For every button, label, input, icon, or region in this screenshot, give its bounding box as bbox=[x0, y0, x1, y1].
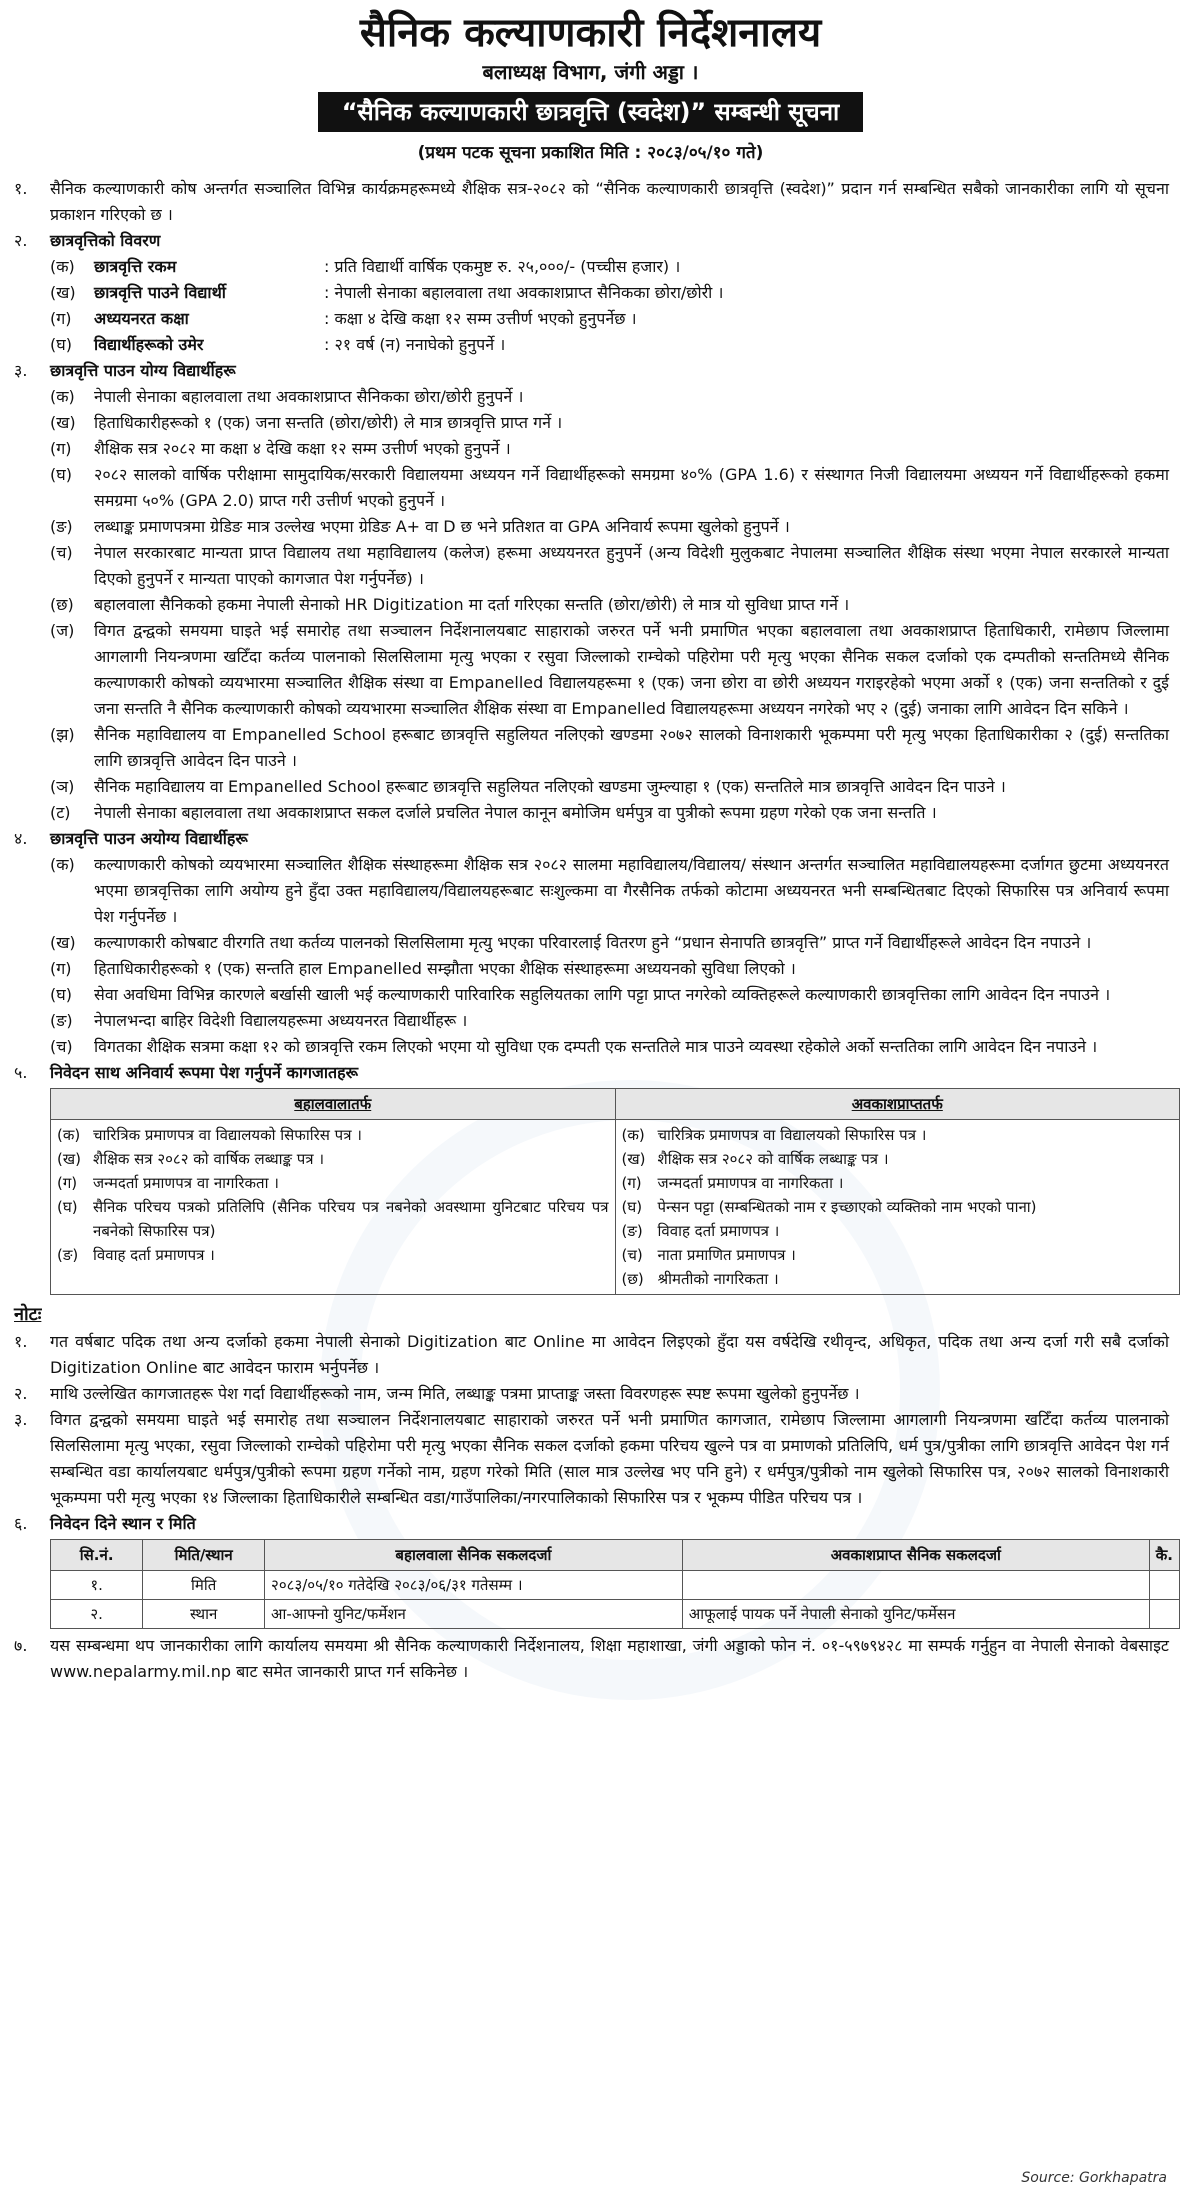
retired-documents-cell bbox=[615, 1120, 1180, 1295]
required-documents-table bbox=[50, 1088, 1180, 1295]
eligible-students-list bbox=[14, 384, 1169, 826]
item-marker: (घ) bbox=[50, 985, 72, 1004]
item-text: सैनिक महाविद्यालय वा Empanelled School हरूबाट छात्रवृत्ति सहुलियत नलिएको खण्डमा जुम्ल्याहा १ (एक) सन्ततिले मात्र छात्रवृत्ति आवेदन दिन पाउने । bbox=[94, 777, 1006, 796]
section-number: ५. bbox=[14, 1063, 28, 1082]
item-marker: (ख) bbox=[50, 413, 76, 432]
section-7 bbox=[14, 1633, 1169, 1685]
retired-column-header: अवकाशप्राप्त सैनिक सकलदर्जा bbox=[682, 1540, 1149, 1571]
page-subtitle: बलाध्यक्ष विभाग, जंगी अड्डा । bbox=[482, 60, 699, 84]
serving-documents-cell bbox=[51, 1120, 616, 1295]
item-marker: (घ) bbox=[50, 335, 72, 354]
item-marker: (क) bbox=[57, 1126, 81, 1144]
list-item bbox=[14, 514, 1169, 540]
serving-cell: आ-आफ्नो युनिट/फर्मेशन bbox=[265, 1600, 683, 1629]
list-item bbox=[14, 618, 1169, 722]
ineligible-students-list bbox=[14, 852, 1169, 1060]
item-text: श्रीमतीको नागरिकता । bbox=[657, 1270, 779, 1288]
notice-content bbox=[14, 176, 1173, 1685]
list-item bbox=[14, 930, 1169, 956]
document-item bbox=[57, 1243, 609, 1267]
item-marker: (ट) bbox=[50, 803, 71, 822]
detail-value: : कक्षा ४ देखि कक्षा १२ सम्म उत्तीर्ण भएको हुनुपर्नेछ । bbox=[324, 309, 637, 328]
note-text: गत वर्षबाट पदिक तथा अन्य दर्जाको हकमा नेपाली सेनाको Digitization बाट Online मा आवेदन लिइएको हुँदा यस वर्षदेखि रथीवृन्द, अधिकृत, पदिक तथा अन्य दर्जा गरी सबै दर्जाको Digitization Online बाट आवेदन फाराम भर्नुपर्नेछ । bbox=[50, 1332, 1169, 1377]
document-item bbox=[622, 1123, 1174, 1147]
table-row bbox=[51, 1120, 1180, 1295]
list-item bbox=[14, 774, 1169, 800]
section-text: सैनिक कल्याणकारी कोष अन्तर्गत सञ्चालित विभिन्न कार्यक्रमहरूमध्ये शैक्षिक सत्र-२०८२ को “सैनिक कल्याणकारी छात्रवृत्ति (स्वदेश)” प्रदान गर्न सम्बन्धित सबैको जानकारीका लागि यो सूचना प्रकाशन गरिएको छ । bbox=[50, 179, 1169, 224]
document-item bbox=[622, 1147, 1174, 1171]
item-marker: (ग) bbox=[50, 959, 72, 978]
list-item bbox=[14, 592, 1169, 618]
publication-date: (प्रथम पटक सूचना प्रकाशित मिति : २०८३/०५/१० गते) bbox=[417, 143, 764, 163]
detail-value: : २१ वर्ष (न) ननाघेको हुनुपर्ने । bbox=[324, 335, 506, 354]
detail-row bbox=[14, 332, 1169, 358]
item-marker: (ख) bbox=[621, 1150, 646, 1168]
note-item bbox=[14, 1329, 1169, 1381]
item-text: नाता प्रमाणित प्रमाणपत्र । bbox=[657, 1246, 796, 1264]
section-number: ४. bbox=[14, 829, 28, 848]
detail-row bbox=[14, 254, 1169, 280]
section-number: ६. bbox=[14, 1514, 28, 1533]
table-row bbox=[51, 1571, 1180, 1600]
sn-column-header: सि.नं. bbox=[51, 1540, 143, 1571]
label-cell: स्थान bbox=[143, 1600, 265, 1629]
section-number: ३. bbox=[14, 361, 28, 380]
document-item bbox=[57, 1171, 609, 1195]
serving-cell: २०८३/०५/१० गतेदेखि २०८३/०६/३१ गतेसम्म । bbox=[265, 1571, 683, 1600]
section-2-heading-row bbox=[14, 228, 1169, 254]
item-marker: (ञ) bbox=[50, 777, 75, 796]
item-marker: (च) bbox=[50, 1037, 73, 1056]
item-text: विगतका शैक्षिक सत्रमा कक्षा १२ को छात्रवृत्ति रकम लिएको भएमा यो सुविधा एक दम्पती एक सन्ततिले मात्र पाउने व्यवस्था रहेकोले अर्को सन्ततिका लागि आवेदन दिन नपाउने । bbox=[94, 1037, 1098, 1056]
serving-column-header: बहालवाला सैनिक सकलदर्जा bbox=[265, 1540, 683, 1571]
scholarship-details-list bbox=[14, 254, 1169, 358]
label-cell: मिति bbox=[143, 1571, 265, 1600]
item-text: शैक्षिक सत्र २०८२ मा कक्षा ४ देखि कक्षा १२ सम्म उत्तीर्ण भएको हुनुपर्ने । bbox=[94, 439, 511, 458]
item-text: नेपाल सरकारबाट मान्यता प्राप्त विद्यालय तथा महाविद्यालय (कलेज) हरूमा अध्ययनरत हुनुपर्ने (अन्य विदेशी मुलुकबाट नेपालमा सञ्चालित शैक्षिक संस्था भएमा नेपाल सरकारले मान्यता दिएको हुनुपर्ने र मान्यता पाएको कागजात पेश गर्नुपर्नेछ) । bbox=[94, 543, 1169, 588]
source-credit: Source: Gorkhapatra bbox=[1021, 2170, 1167, 2186]
note-item bbox=[14, 1407, 1169, 1511]
sn-cell: २. bbox=[51, 1600, 143, 1629]
item-marker: (च) bbox=[50, 543, 73, 562]
section-5-heading-row bbox=[14, 1060, 1169, 1086]
section-number: ७. bbox=[14, 1636, 28, 1655]
application-schedule-table bbox=[50, 1539, 1180, 1629]
item-text: जन्मदर्ता प्रमाणपत्र वा नागरिकता । bbox=[93, 1174, 279, 1192]
note-number: १. bbox=[14, 1332, 28, 1351]
table-row bbox=[51, 1600, 1180, 1629]
list-item bbox=[14, 982, 1169, 1008]
section-heading: निवेदन साथ अनिवार्य रूपमा पेश गर्नुपर्ने कागजातहरू bbox=[50, 1063, 359, 1082]
item-text: नेपाली सेनाका बहालवाला तथा अवकाशप्राप्त सकल दर्जाले प्रचलित नेपाल कानून बमोजिम धर्मपुत्र वा पुत्रीको रूपमा ग्रहण गरेको एक जना सन्तति । bbox=[94, 803, 937, 822]
date-place-column-header: मिति/स्थान bbox=[143, 1540, 265, 1571]
retired-cell: आफूलाई पायक पर्ने नेपाली सेनाको युनिट/फर्मेसन bbox=[682, 1600, 1149, 1629]
item-marker: (क) bbox=[621, 1126, 645, 1144]
item-text: चारित्रिक प्रमाणपत्र वा विद्यालयको सिफारिस पत्र । bbox=[657, 1126, 927, 1144]
document-item bbox=[57, 1123, 609, 1147]
detail-value: : नेपाली सेनाका बहालवाला तथा अवकाशप्राप्त सैनिकका छोरा/छोरी । bbox=[324, 283, 724, 302]
section-heading: छात्रवृत्ति पाउन अयोग्य विद्यार्थीहरू bbox=[50, 829, 248, 848]
list-item bbox=[14, 540, 1169, 592]
item-marker: (ग) bbox=[621, 1174, 642, 1192]
item-text: लब्धाङ्क प्रमाणपत्रमा ग्रेडिङ मात्र उल्लेख भएमा ग्रेडिङ A+ वा D छ भने प्रतिशत वा GPA अनिवार्य रूपमा खुलेको हुनुपर्ने । bbox=[94, 517, 790, 536]
note-item bbox=[14, 1381, 1169, 1407]
detail-row bbox=[14, 306, 1169, 332]
list-item bbox=[14, 956, 1169, 982]
item-text: हिताधिकारीहरूको १ (एक) सन्तति हाल Empanelled सम्झौता भएका शैक्षिक संस्थाहरूमा अध्ययनको सुविधा लिएको । bbox=[94, 959, 796, 978]
document-item bbox=[622, 1171, 1174, 1195]
item-marker: (ङ) bbox=[621, 1222, 643, 1240]
list-item bbox=[14, 852, 1169, 930]
item-marker: (क) bbox=[50, 855, 75, 874]
item-marker: (ख) bbox=[50, 933, 76, 952]
item-text: विवाह दर्ता प्रमाणपत्र । bbox=[93, 1246, 215, 1264]
section-4-heading-row bbox=[14, 826, 1169, 852]
item-marker: (ज) bbox=[50, 621, 75, 640]
table-header-row bbox=[51, 1089, 1180, 1120]
detail-label: छात्रवृत्ति रकम bbox=[94, 257, 177, 276]
list-item bbox=[14, 1034, 1169, 1060]
section-number: २. bbox=[14, 231, 28, 250]
item-marker: (झ) bbox=[50, 725, 75, 744]
item-text: २०८२ सालको वार्षिक परीक्षामा सामुदायिक/सरकारी विद्यालयमा अध्ययन गर्ने विद्यार्थीहरूको समग्रमा ४०% (GPA 1.6) र संस्थागत निजी विद्यालयमा अध्ययन गर्ने विद्यार्थीहरूको हकमा समग्रमा ५०% (GPA 2.0) प्राप्त गरी उत्तीर्ण भएको हुनुपर्ने । bbox=[94, 465, 1169, 510]
list-item bbox=[14, 800, 1169, 826]
section-number: १. bbox=[14, 179, 28, 198]
item-marker: (छ) bbox=[50, 595, 74, 614]
notice-banner: “सैनिक कल्याणकारी छात्रवृत्ति (स्वदेश)” सम्बन्धी सूचना bbox=[318, 92, 864, 132]
item-text: नेपाली सेनाका बहालवाला तथा अवकाशप्राप्त सैनिकका छोरा/छोरी हुनुपर्ने । bbox=[94, 387, 524, 406]
notes-list bbox=[14, 1329, 1169, 1511]
item-text: विगत द्वन्द्वको समयमा घाइते भई समारोह तथा सञ्चालन निर्देशनालयबाट साहाराको जरुरत पर्ने भनी प्रमाणित भएका बहालवाला तथा अवकाशप्राप्त हिताधिकारी, रामेछाप जिल्लामा आगलागी नियन्त्रणमा खटिँदा कर्तव्य पालनाको सिलसिलामा मृत्यु भएका र रसुवा जिल्लाको राम्चेको पहिरोमा परी मृत्यु भएका सैनिक सकल दर्जाको एक दम्पतीको सन्ततिमध्ये सैनिक कल्याणकारी कोषको व्ययभारमा सञ्चालित शैक्षिक संस्था वा Empanelled विद्यालयहरूमा १ (एक) जना छोरा वा छोरी अध्ययन गराइरहेको भएमा अर्को १ (एक) जना सन्ततिको र दुई जना सन्तति नै सैनिक कल्याणकारी कोषको व्ययभारमा सञ्चालित शैक्षिक संस्था वा Empanelled विद्यालयहरूमा अध्ययन नगरेको भए २ (दुई) जनाका लागि आवेदन दिन सकिने । bbox=[94, 621, 1170, 718]
list-item bbox=[14, 410, 1169, 436]
list-item bbox=[14, 436, 1169, 462]
item-text: विवाह दर्ता प्रमाणपत्र । bbox=[657, 1222, 780, 1240]
section-6-heading-row bbox=[14, 1511, 1169, 1537]
item-text: चारित्रिक प्रमाणपत्र वा विद्यालयको सिफारिस पत्र । bbox=[93, 1126, 362, 1144]
document-item bbox=[622, 1243, 1174, 1267]
detail-label: अध्ययनरत कक्षा bbox=[94, 309, 189, 328]
item-marker: (ख) bbox=[50, 283, 76, 302]
item-text: हिताधिकारीहरूको १ (एक) जना सन्तति (छोरा/छोरी) ले मात्र छात्रवृत्ति प्राप्त गर्ने । bbox=[94, 413, 563, 432]
note-text: विगत द्वन्द्वको समयमा घाइते भई समारोह तथा सञ्चालन निर्देशनालयबाट साहाराको जरुरत पर्ने भनी प्रमाणित कागजात, रामेछाप जिल्लामा आगलागी नियन्त्रणमा खटिँदा कर्तव्य पालनाको सिलसिलामा मृत्यु भएका, रसुवा जिल्लाको राम्चेको पहिरोमा परी मृत्यु भएका सैनिक सकल दर्जाको हकमा परिचय खुल्ने पत्र वा प्रमाणको प्रतिलिपि, धर्म पुत्र/पुत्रीका लागि छात्रवृत्ति आवेदन पेश गर्न सम्बन्धित वडा कार्यालयबाट धर्मपुत्र/पुत्रीको रूपमा ग्रहण गर्नेको नाम, ग्रहण गरेको मिति (साल मात्र उल्लेख भए पनि हुने) र धर्मपुत्र/पुत्रीको नाम खुलेको सिफारिस पत्र, २०७२ सालको विनाशकारी भूकम्पमा परी मृत्यु भएका १४ जिल्लाका हिताधिकारीले सम्बन्धित वडा/गाउँपालिका/नगरपालिकाको सिफारिस पत्र र भूकम्प पीडित परिचय पत्र । bbox=[50, 1410, 1169, 1507]
item-text: जन्मदर्ता प्रमाणपत्र वा नागरिकता । bbox=[657, 1174, 844, 1192]
item-marker: (च) bbox=[621, 1246, 643, 1264]
serving-column-header: बहालवालातर्फ bbox=[51, 1089, 616, 1120]
remarks-cell bbox=[1149, 1600, 1179, 1629]
item-marker: (ग) bbox=[57, 1174, 78, 1192]
detail-value: : प्रति विद्यार्थी वार्षिक एकमुष्ट रु. २५,०००/- (पच्चीस हजार) । bbox=[324, 257, 681, 276]
section-heading: छात्रवृत्तिको विवरण bbox=[50, 231, 161, 250]
item-text: नेपालभन्दा बाहिर विदेशी विद्यालयहरूमा अध्ययनरत विद्यार्थीहरू । bbox=[94, 1011, 468, 1030]
item-text: पेन्सन पट्टा (सम्बन्धितको नाम र इच्छाएको व्यक्तिको नाम भएको पाना) bbox=[657, 1198, 1037, 1216]
table-header-row bbox=[51, 1540, 1180, 1571]
item-marker: (ग) bbox=[50, 309, 72, 328]
item-text: सेवा अवधिमा विभिन्न कारणले बर्खासी खाली भई कल्याणकारी पारिवारिक सहुलियतका लागि पट्टा प्राप्त नगरेको व्यक्तिहरूले कल्याणकारी छात्रवृत्तिका लागि आवेदन दिन नपाउने । bbox=[94, 985, 1111, 1004]
item-marker: (छ) bbox=[621, 1270, 644, 1288]
section-1 bbox=[14, 176, 1169, 228]
item-marker: (घ) bbox=[50, 465, 72, 484]
item-text: कल्याणकारी कोषबाट वीरगति तथा कर्तव्य पालनको सिलसिलामा मृत्यु भएका परिवारलाई वितरण हुने “प्रधान सेनापति छात्रवृत्ति” प्राप्त गर्ने विद्यार्थीहरूले आवेदन दिन नपाउने । bbox=[94, 933, 1092, 952]
section-text: यस सम्बन्धमा थप जानकारीका लागि कार्यालय समयमा श्री सैनिक कल्याणकारी निर्देशनालय, शिक्षा महाशाखा, जंगी अड्डाको फोन नं. ०१-५९७९४२८ मा सम्पर्क गर्नुहुन वा नेपाली सेनाको वेबसाइट www.nepalarmy.mil.np बाट समेत जानकारी प्राप्त गर्न सकिनेछ । bbox=[50, 1636, 1169, 1681]
document-item bbox=[622, 1219, 1174, 1243]
item-marker: (ग) bbox=[50, 439, 72, 458]
notes-title: नोटः bbox=[14, 1304, 42, 1325]
list-item bbox=[14, 1008, 1169, 1034]
item-text: शैक्षिक सत्र २०८२ को वार्षिक लब्धाङ्क पत्र । bbox=[93, 1150, 325, 1168]
document-item bbox=[622, 1267, 1174, 1291]
item-marker: (ङ) bbox=[57, 1246, 79, 1264]
item-text: सैनिक परिचय पत्रको प्रतिलिपि (सैनिक परिचय पत्र नबनेको अवस्थामा युनिटबाट परिचय पत्र नबनेको सिफारिस पत्र) bbox=[93, 1198, 609, 1240]
list-item bbox=[14, 462, 1169, 514]
item-marker: (क) bbox=[50, 257, 75, 276]
item-marker: (ख) bbox=[57, 1150, 81, 1168]
remarks-cell bbox=[1149, 1571, 1179, 1600]
item-marker: (क) bbox=[50, 387, 75, 406]
item-text: बहालवाला सैनिकको हकमा नेपाली सेनाको HR Digitization मा दर्ता गरिएका सन्तति (छोरा/छोरी) ले मात्र यो सुविधा प्राप्त गर्ने । bbox=[94, 595, 850, 614]
item-marker: (ङ) bbox=[50, 517, 73, 536]
note-number: ३. bbox=[14, 1410, 28, 1429]
banner-wrap bbox=[0, 92, 1181, 132]
item-marker: (घ) bbox=[57, 1198, 78, 1216]
retired-cell bbox=[682, 1571, 1149, 1600]
detail-row bbox=[14, 280, 1169, 306]
document-item bbox=[57, 1195, 609, 1243]
document-item bbox=[622, 1195, 1174, 1219]
list-item bbox=[14, 722, 1169, 774]
detail-label: विद्यार्थीहरूको उमेर bbox=[94, 335, 204, 354]
item-text: सैनिक महाविद्यालय वा Empanelled School हरूबाट छात्रवृत्ति सहुलियत नलिएको खण्डमा २०७२ सालको विनाशकारी भूकम्पमा परी मृत्यु भएका हिताधिकारीका २ (दुई) सन्ततिका लागि छात्रवृत्ति आवेदन दिन पाउने । bbox=[94, 725, 1169, 770]
document-item bbox=[57, 1147, 609, 1171]
retired-column-header: अवकाशप्राप्ततर्फ bbox=[615, 1089, 1180, 1120]
note-text: माथि उल्लेखित कागजातहरू पेश गर्दा विद्यार्थीहरूको नाम, जन्म मिति, लब्धाङ्क पत्रमा प्राप्ताङ्क जस्ता विवरणहरू स्पष्ट रूपमा खुलेको हुनुपर्नेछ । bbox=[50, 1384, 860, 1403]
item-text: शैक्षिक सत्र २०८२ को वार्षिक लब्धाङ्क पत्र । bbox=[657, 1150, 889, 1168]
item-marker: (ङ) bbox=[50, 1011, 73, 1030]
section-3-heading-row bbox=[14, 358, 1169, 384]
item-marker: (घ) bbox=[621, 1198, 643, 1216]
note-number: २. bbox=[14, 1384, 28, 1403]
section-heading: छात्रवृत्ति पाउन योग्य विद्यार्थीहरू bbox=[50, 361, 236, 380]
list-item bbox=[14, 384, 1169, 410]
remarks-column-header: कै. bbox=[1149, 1540, 1179, 1571]
page-title: सैनिक कल्याणकारी निर्देशनालय bbox=[359, 10, 822, 56]
detail-label: छात्रवृत्ति पाउने विद्यार्थी bbox=[94, 283, 226, 302]
item-text: कल्याणकारी कोषको व्ययभारमा सञ्चालित शैक्षिक संस्थाहरूमा शैक्षिक सत्र २०८२ सालमा महाविद्यालय/विद्यालय/ संस्थान अन्तर्गत सञ्चालित महाविद्यालयहरूमा दर्जागत छुटमा अध्ययनरत भएमा छात्रवृत्तिका लागि अयोग्य हुने हुँदा उक्त महाविद्यालय/विद्यालयहरूबाट सःशुल्कमा वा गैरसैनिक तर्फको कोटामा अध्ययनरत भनी सम्बन्धितबाट दिएको सिफारिस पत्र अनिवार्य रूपमा पेश गर्नुपर्नेछ । bbox=[94, 855, 1169, 926]
sn-cell: १. bbox=[51, 1571, 143, 1600]
section-heading: निवेदन दिने स्थान र मिति bbox=[50, 1514, 196, 1533]
